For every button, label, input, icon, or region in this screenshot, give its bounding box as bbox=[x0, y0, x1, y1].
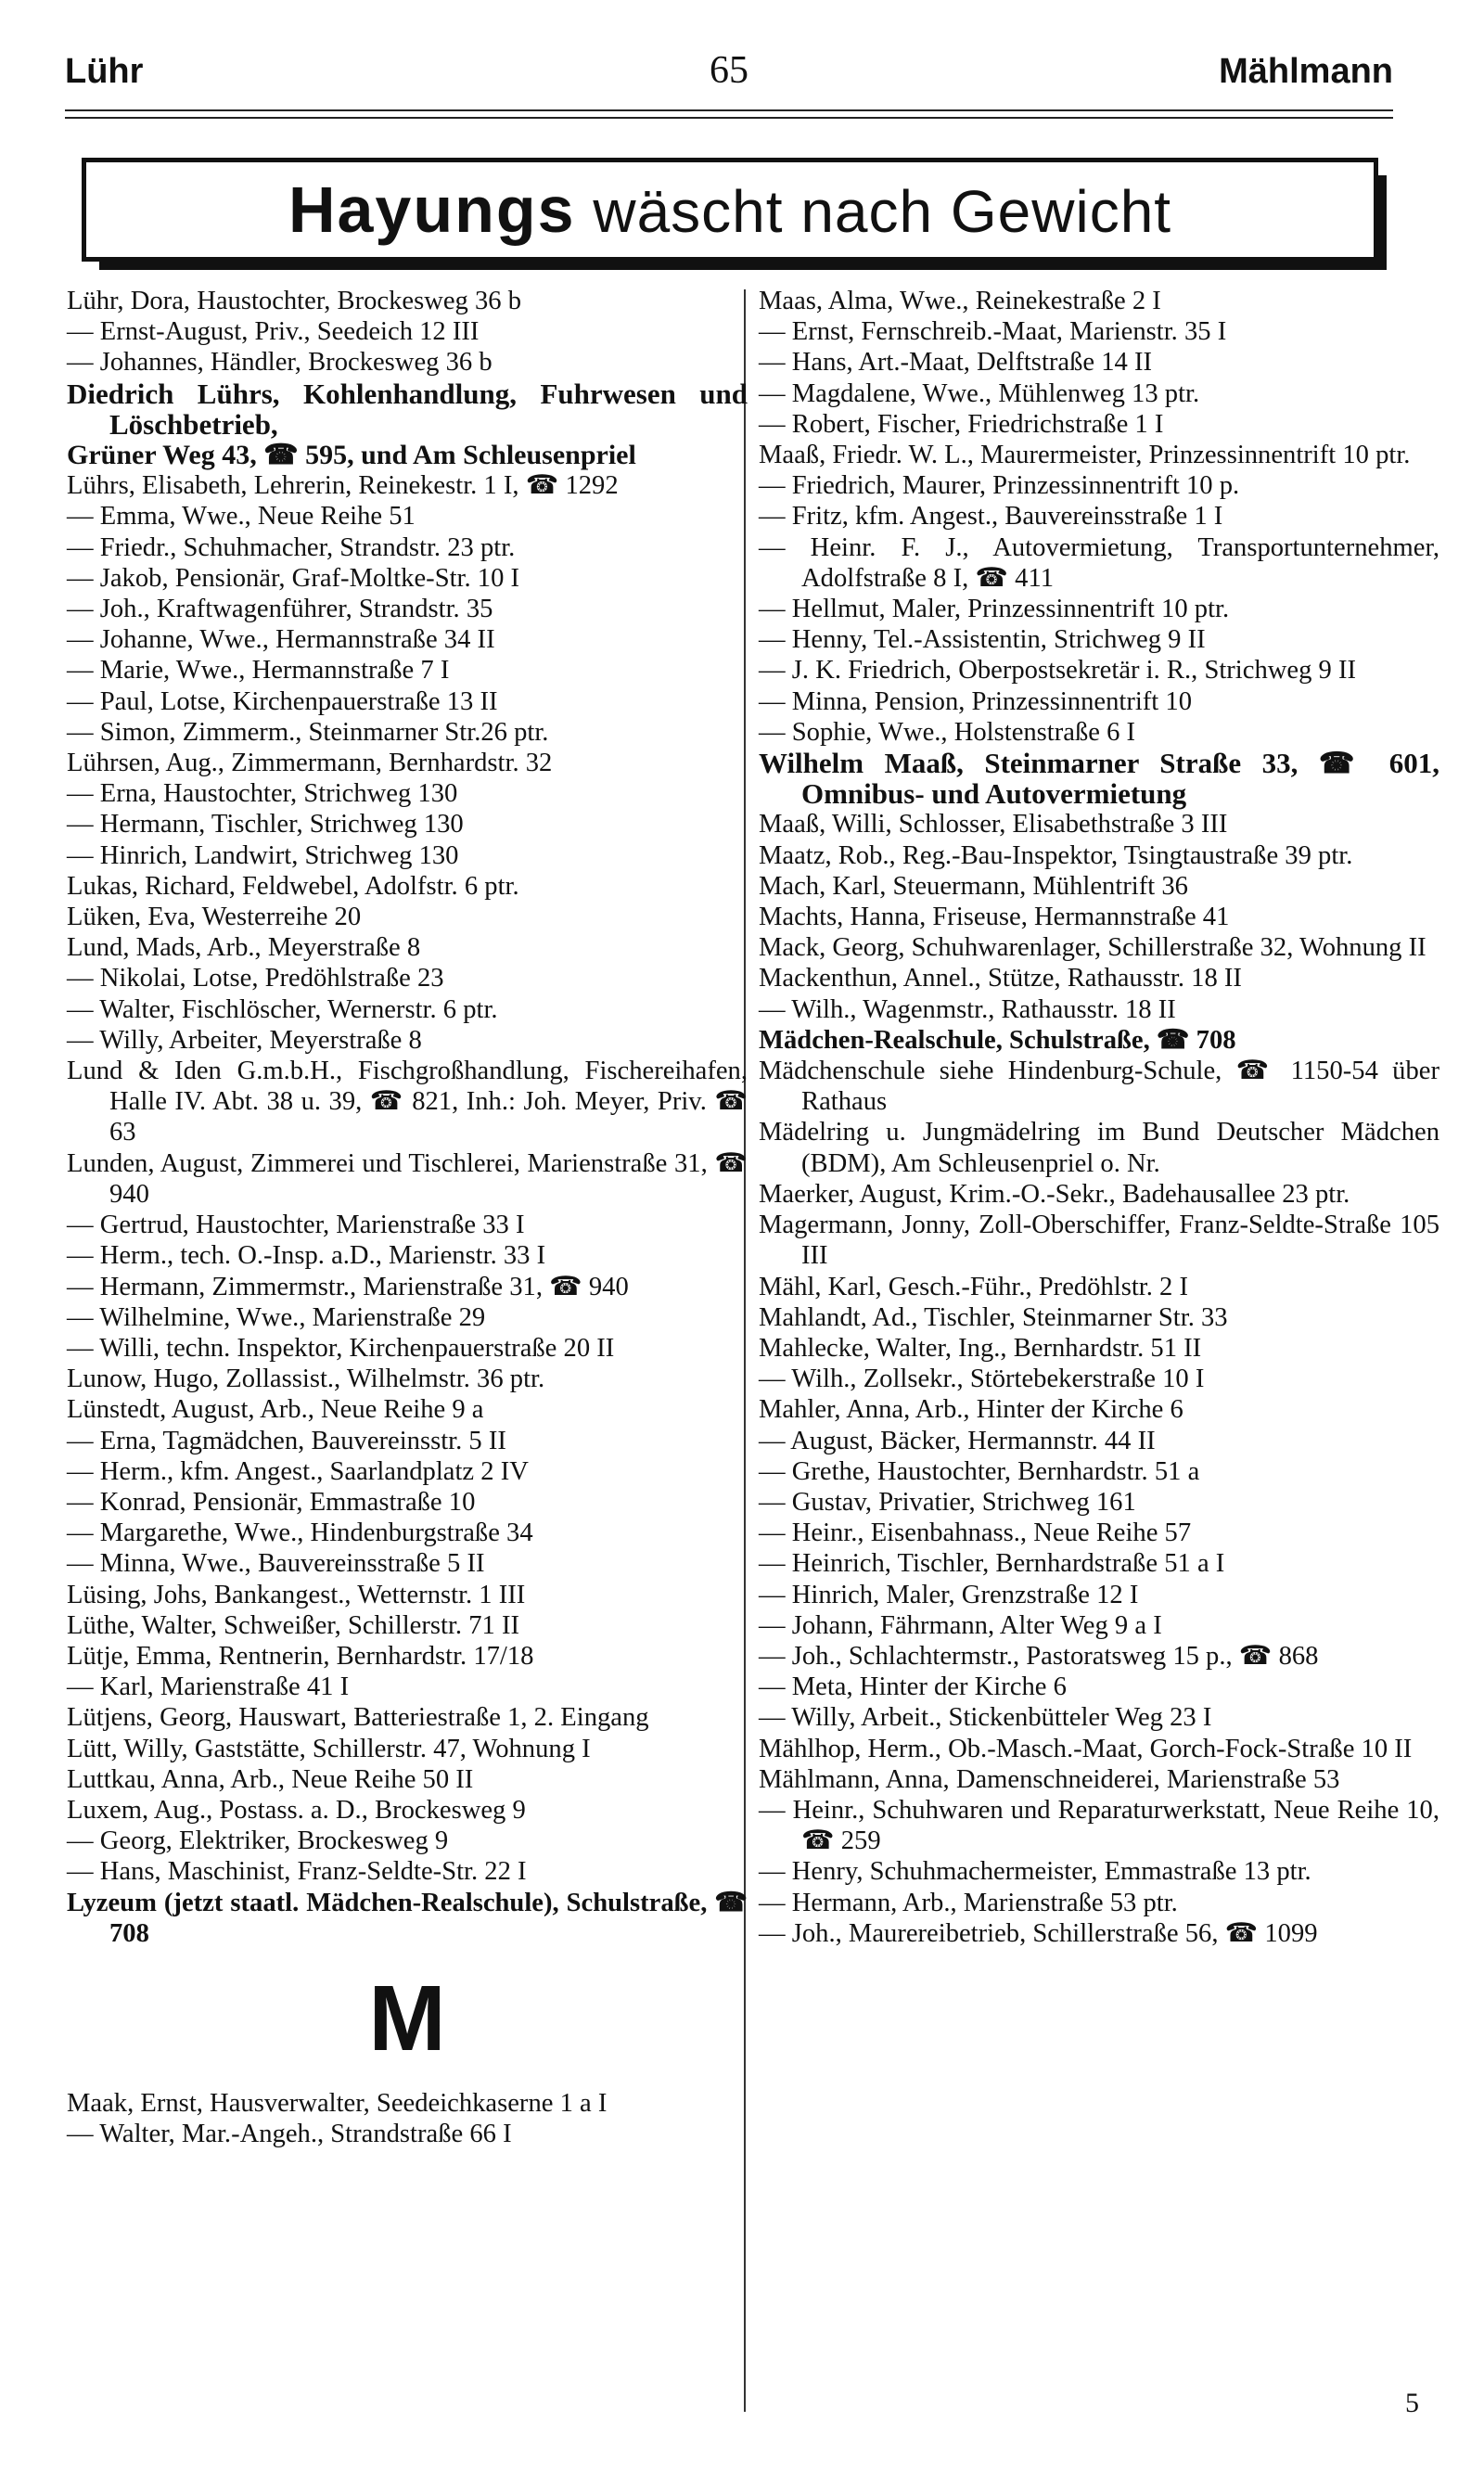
directory-entry: — Karl, Marienstraße 41 I bbox=[67, 1672, 350, 1702]
directory-entry: — Paul, Lotse, Kirchenpauerstraße 13 II bbox=[67, 686, 498, 716]
directory-entry: Lunden, August, Zimmerei und Tischlerei, Marienstraße 31, ☎ 940 bbox=[67, 1148, 748, 1209]
directory-entry: — Willy, Arbeiter, Meyerstraße 8 bbox=[67, 1025, 422, 1055]
directory-entry: Maaß, Willi, Schlosser, Elisabethstraße 3 III bbox=[759, 810, 1228, 839]
directory-entry: Wilhelm Maaß, Steinmarner Straße 33, ☎ 601, Omnibus- und Autovermietung bbox=[759, 747, 1439, 811]
directory-entry: — Grethe, Haustochter, Bernhardstr. 51 a bbox=[759, 1456, 1200, 1486]
directory-entry: — Sophie, Wwe., Holstenstraße 6 I bbox=[759, 717, 1136, 747]
directory-entry: — Erna, Haustochter, Strichweg 130 bbox=[67, 779, 458, 809]
banner-brand: Hayungs bbox=[288, 173, 576, 246]
directory-entry: — Joh., Maurereibetrieb, Schillerstraße 56, ☎ 1099 bbox=[759, 1918, 1318, 1948]
directory-entry: — Hermann, Tischler, Strichweg 130 bbox=[67, 810, 464, 839]
running-header bbox=[65, 45, 1393, 100]
directory-entry: — Hans, Maschinist, Franz-Seldte-Str. 22 I bbox=[67, 1857, 527, 1887]
sheet-signature: 5 bbox=[1405, 2388, 1419, 2418]
directory-entry: — J. K. Friedrich, Oberpostsekretär i. R., Strichweg 9 II bbox=[759, 656, 1357, 686]
directory-entry: — Simon, Zimmerm., Steinmarner Str.26 ptr. bbox=[67, 717, 549, 747]
directory-entry: Lunow, Hugo, Zollassist., Wilhelmstr. 36 ptr. bbox=[67, 1365, 545, 1394]
directory-entry: Lührsen, Aug., Zimmermann, Bernhardstr. 32 bbox=[67, 749, 553, 778]
directory-entry: — Wilh., Zollsekr., Störtebekerstraße 10 I bbox=[759, 1365, 1205, 1394]
directory-entry: Luxem, Aug., Postass. a. D., Brockesweg 9 bbox=[67, 1795, 526, 1825]
directory-entry: — Henry, Schuhmachermeister, Emmastraße 13 ptr. bbox=[759, 1857, 1311, 1887]
directory-entry: Mahlandt, Ad., Tischler, Steinmarner Str. 33 bbox=[759, 1302, 1228, 1332]
directory-entry: — Herm., tech. O.-Insp. a.D., Marienstr. 33 I bbox=[67, 1241, 546, 1271]
directory-entry: — Hermann, Arb., Marienstraße 53 ptr. bbox=[759, 1888, 1178, 1917]
directory-entry: Mahlecke, Walter, Ing., Bernhardstr. 51 II bbox=[759, 1333, 1202, 1363]
directory-entry: — Hinrich, Landwirt, Strichweg 130 bbox=[67, 840, 459, 870]
directory-entry: Lyzeum (jetzt staatl. Mädchen-Realschule), Schulstraße, ☎ 708 bbox=[67, 1888, 748, 1948]
directory-entry: — Heinrich, Tischler, Bernhardstraße 51 a I bbox=[759, 1549, 1225, 1579]
directory-entry: — Johannes, Händler, Brockesweg 36 b bbox=[67, 348, 493, 378]
directory-entry: Mack, Georg, Schuhwarenlager, Schillerstraße 32, Wohnung II bbox=[759, 933, 1426, 963]
directory-entry: Mählmann, Anna, Damenschneiderei, Marienstraße 53 bbox=[759, 1764, 1340, 1794]
directory-entry: — Hermann, Zimmermstr., Marienstraße 31, ☎ 940 bbox=[67, 1272, 629, 1301]
banner-slogan: wäscht nach Gewicht bbox=[575, 178, 1172, 245]
directory-entry: Lühr, Dora, Haustochter, Brockesweg 36 b bbox=[67, 287, 522, 315]
directory-entry: — Gustav, Privatier, Strichweg 161 bbox=[759, 1487, 1136, 1517]
directory-entry: Machts, Hanna, Friseuse, Hermannstraße 41 bbox=[759, 903, 1230, 932]
directory-entry: — Herm., kfm. Angest., Saarlandplatz 2 IV bbox=[67, 1456, 529, 1486]
directory-entry: — Robert, Fischer, Friedrichstraße 1 I bbox=[759, 409, 1164, 439]
directory-entry: Mahler, Anna, Arb., Hinter der Kirche 6 bbox=[759, 1395, 1183, 1425]
directory-entry: Lüthe, Walter, Schweißer, Schillerstr. 71 II bbox=[67, 1610, 519, 1640]
directory-entry: — Nikolai, Lotse, Predöhlstraße 23 bbox=[67, 964, 444, 993]
directory-entry: — Johann, Fährmann, Alter Weg 9 a I bbox=[759, 1610, 1162, 1640]
directory-entry: Maas, Alma, Wwe., Reinekestraße 2 I bbox=[759, 287, 1161, 315]
directory-entry: Maaß, Friedr. W. L., Maurermeister, Prinzessinnentrift 10 ptr. bbox=[759, 441, 1411, 470]
directory-entry: — Hans, Art.-Maat, Delftstraße 14 II bbox=[759, 348, 1153, 378]
directory-entry: — Georg, Elektriker, Brockesweg 9 bbox=[67, 1826, 449, 1856]
directory-entry: — Hinrich, Maler, Grenzstraße 12 I bbox=[759, 1580, 1139, 1609]
directory-entry: Lütje, Emma, Rentnerin, Bernhardstr. 17/18 bbox=[67, 1641, 534, 1671]
directory-entry: — Willy, Arbeit., Stickenbütteler Weg 23 I bbox=[759, 1703, 1212, 1733]
directory-entry: — Wilhelmine, Wwe., Marienstraße 29 bbox=[67, 1302, 486, 1332]
directory-entry: — Emma, Wwe., Neue Reihe 51 bbox=[67, 502, 416, 532]
section-letter: M bbox=[368, 1966, 446, 2070]
directory-entry: — Jakob, Pensionär, Graf-Moltke-Str. 10 I bbox=[67, 563, 520, 593]
directory-entry: Mackenthun, Annel., Stütze, Rathausstr. 18 II bbox=[759, 964, 1242, 993]
directory-entry: — Wilh., Wagenmstr., Rathausstr. 18 II bbox=[759, 994, 1176, 1024]
directory-entry: — Magdalene, Wwe., Mühlenweg 13 ptr. bbox=[759, 378, 1200, 408]
directory-entry: Mähl, Karl, Gesch.-Führ., Predöhlstr. 2 I bbox=[759, 1272, 1189, 1301]
directory-entry: Lüken, Eva, Westerreihe 20 bbox=[67, 903, 362, 932]
right-entries bbox=[759, 286, 1439, 1949]
left-entries-after-letter bbox=[67, 2088, 748, 2149]
directory-entry: — Hellmut, Maler, Prinzessinnentrift 10 ptr. bbox=[759, 595, 1230, 624]
directory-entry: — Minna, Wwe., Bauvereinsstraße 5 II bbox=[67, 1549, 485, 1579]
directory-entry: — Friedrich, Maurer, Prinzessinnentrift 10 p. bbox=[759, 471, 1240, 501]
directory-entry: — August, Bäcker, Hermannstr. 44 II bbox=[759, 1426, 1156, 1455]
directory-entry: — Fritz, kfm. Angest., Bauvereinsstraße 1 I bbox=[759, 502, 1223, 532]
directory-entry: — Henny, Tel.-Assistentin, Strichweg 9 II bbox=[759, 625, 1206, 655]
directory-entry: Maerker, August, Krim.-O.-Sekr., Badehausallee 23 ptr. bbox=[759, 1179, 1350, 1209]
directory-entry: Mädchenschule siehe Hindenburg-Schule, ☎ 1150-54 über Rathaus bbox=[759, 1057, 1439, 1117]
directory-entry: — Walter, Fischlöscher, Wernerstr. 6 ptr. bbox=[67, 994, 498, 1024]
directory-entry: Mach, Karl, Steuermann, Mühlentrift 36 bbox=[759, 871, 1188, 901]
directory-entry: Lund & Iden G.m.b.H., Fischgroßhandlung, Fischereihafen, Halle IV. Abt. 38 u. 39, ☎ 821, Inh.: Joh. Meyer, Priv. ☎ 63 bbox=[67, 1057, 748, 1147]
left-column bbox=[67, 286, 748, 2149]
directory-entry: — Erna, Tagmädchen, Bauvereinsstr. 5 II bbox=[67, 1426, 506, 1455]
directory-entry: Maak, Ernst, Hausverwalter, Seedeichkaserne 1 a I bbox=[67, 2088, 608, 2118]
directory-entry: — Minna, Pension, Prinzessinnentrift 10 bbox=[759, 686, 1192, 716]
directory-entry: Mädchen-Realschule, Schulstraße, ☎ 708 bbox=[759, 1025, 1236, 1055]
advertisement-banner bbox=[82, 158, 1378, 262]
directory-entry: Maatz, Rob., Reg.-Bau-Inspektor, Tsingtaustraße 39 ptr. bbox=[759, 840, 1353, 870]
directory-entry: Diedrich Lührs, Kohlenhandlung, Fuhrwesen und Löschbetrieb, bbox=[67, 377, 748, 441]
directory-entry: — Friedr., Schuhmacher, Strandstr. 23 ptr. bbox=[67, 532, 516, 562]
directory-entry: — Heinr., Eisenbahnass., Neue Reihe 57 bbox=[759, 1519, 1192, 1548]
header-rule-bottom bbox=[65, 117, 1393, 119]
header-rule-top bbox=[65, 109, 1393, 111]
directory-entry: — Konrad, Pensionär, Emmastraße 10 bbox=[67, 1487, 476, 1517]
directory-entry: Lührs, Elisabeth, Lehrerin, Reinekestr. 1 I, ☎ 1292 bbox=[67, 471, 619, 501]
directory-entry: Lütjens, Georg, Hauswart, Batteriestraße 1, 2. Eingang bbox=[67, 1703, 649, 1733]
directory-entry: — Meta, Hinter der Kirche 6 bbox=[759, 1672, 1067, 1702]
directory-entry: Grüner Weg 43, ☎ 595, und Am Schleusenpriel bbox=[67, 440, 636, 471]
right-column bbox=[759, 286, 1439, 1949]
directory-entry: — Gertrud, Haustochter, Marienstraße 33 I bbox=[67, 1211, 525, 1240]
directory-entry: — Ernst-August, Priv., Seedeich 12 III bbox=[67, 317, 480, 347]
directory-entry: — Marie, Wwe., Hermannstraße 7 I bbox=[67, 656, 450, 686]
directory-entry: Lukas, Richard, Feldwebel, Adolfstr. 6 ptr. bbox=[67, 871, 519, 901]
directory-entry: Lütt, Willy, Gaststätte, Schillerstr. 47, Wohnung I bbox=[67, 1734, 591, 1763]
directory-entry: — Heinr. F. J., Autovermietung, Transportunternehmer, Adolfstraße 8 I, ☎ 411 bbox=[759, 532, 1439, 593]
directory-entry: Lüsing, Johs, Bankangest., Wetternstr. 1 III bbox=[67, 1580, 526, 1609]
directory-entry: — Johanne, Wwe., Hermannstraße 34 II bbox=[67, 625, 495, 655]
directory-entry: Mädelring u. Jungmädelring im Bund Deutscher Mädchen (BDM), Am Schleusenpriel o. Nr. bbox=[759, 1118, 1439, 1178]
directory-entry: — Heinr., Schuhwaren und Reparaturwerkstatt, Neue Reihe 10, ☎ 259 bbox=[759, 1795, 1439, 1856]
directory-entry: — Joh., Schlachtermstr., Pastoratsweg 15 p., ☎ 868 bbox=[759, 1641, 1319, 1671]
directory-entry: Magermann, Jonny, Zoll-Oberschiffer, Franz-Seldte-Straße 105 III bbox=[759, 1211, 1439, 1271]
directory-entry: — Joh., Kraftwagenführer, Strandstr. 35 bbox=[67, 595, 493, 624]
directory-entry: — Walter, Mar.-Angeh., Strandstraße 66 I bbox=[67, 2120, 512, 2149]
header-right-word: Mählmann bbox=[1219, 52, 1393, 91]
directory-entry: Lund, Mads, Arb., Meyerstraße 8 bbox=[67, 933, 421, 963]
page-number: 65 bbox=[710, 49, 748, 92]
directory-entry: — Ernst, Fernschreib.-Maat, Marienstr. 35 I bbox=[759, 317, 1227, 347]
directory-entry: — Margarethe, Wwe., Hindenburgstraße 34 bbox=[67, 1519, 533, 1548]
directory-entry: Lünstedt, August, Arb., Neue Reihe 9 a bbox=[67, 1395, 484, 1425]
directory-entry: Luttkau, Anna, Arb., Neue Reihe 50 II bbox=[67, 1764, 474, 1794]
header-left-word: Lühr bbox=[65, 52, 144, 91]
directory-entry: Mählhop, Herm., Ob.-Masch.-Maat, Gorch-Fock-Straße 10 II bbox=[759, 1734, 1413, 1763]
left-entries bbox=[67, 286, 748, 1949]
directory-entry: — Willi, techn. Inspektor, Kirchenpauerstraße 20 II bbox=[67, 1333, 615, 1363]
